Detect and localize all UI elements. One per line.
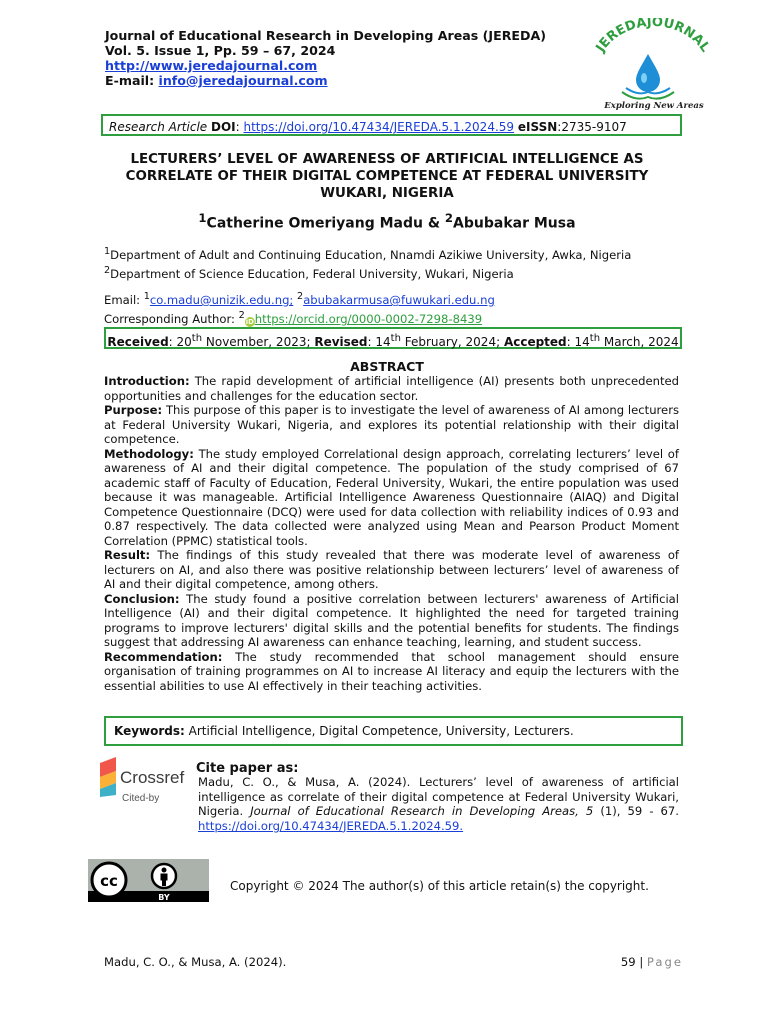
page-word: Page bbox=[646, 955, 683, 969]
contact-block: Email: $^1$co.madu@unizik.edu.ng; $^2$abubakarmusa@fuwukari.edu.ng Corresponding Author: $^2$iDhttps://orcid.org/0000-0002-7298-8439 bbox=[104, 291, 495, 326]
affiliation-1: $^1$Department of Adult and Continuing Education, Nnamdi Azikiwe University, Awka, Nigeria bbox=[104, 246, 632, 262]
dates-box: Received: 20th November, 2023; Revised: 14th February, 2024; Accepted: 14th March, 2024 bbox=[104, 327, 682, 349]
email-1-link[interactable]: co.madu@unizik.edu.ng; bbox=[149, 292, 294, 307]
cc-icon bbox=[92, 863, 126, 897]
crossref-logo[interactable] bbox=[98, 757, 186, 809]
paper-title: LECTURERS’ LEVEL OF AWARENESS OF ARTIFICIAL INTELLIGENCE AS CORRELATE OF THEIR DIGITAL COMPETENCE AT FEDERAL UNIVERSITY WUKARI, NIGERIA bbox=[125, 152, 649, 201]
eissn-value: :2735-9107 bbox=[557, 120, 627, 134]
doi-box: Research Article DOI: https://doi.org/10.47434/JEREDA.5.1.2024.59 eISSN:2735-9107 bbox=[101, 114, 682, 136]
cc-badge-label: BY bbox=[158, 893, 170, 902]
journal-website-link[interactable]: http://www.jeredajournal.com bbox=[105, 58, 318, 73]
page-number: 59 bbox=[620, 955, 636, 969]
abstract-introduction: Introduction: The rapid development of artificial intelligence (AI) presents both unprecedented opportunities and challenges for the education sector. bbox=[104, 374, 679, 403]
logo-arc-text: JEREDAJOURNAL bbox=[593, 18, 713, 56]
abstract-conclusion: Conclusion: The study found a positive correlation between lecturers' awareness of Artificial Intelligence (AI) and their digital competence. It highlighted the need for targeted training programs to improve lecturers' digital skills and the potential benefits for students. The findings suggest that addressing AI awareness can enhance teaching, learning, and student success. bbox=[104, 591, 679, 649]
journal-email-link[interactable]: info@jeredajournal.com bbox=[158, 73, 328, 88]
citation-doi-link[interactable]: https://doi.org/10.47434/JEREDA.5.1.2024.59. bbox=[198, 818, 464, 833]
affiliation-2: $^2$Department of Science Education, Federal University, Wukari, Nigeria bbox=[104, 264, 514, 281]
crossref-sub: Cited-by bbox=[122, 793, 160, 804]
author-2: Abubakar Musa bbox=[453, 215, 576, 232]
abstract-heading: ABSTRACT bbox=[350, 359, 424, 374]
abstract-body bbox=[104, 374, 679, 693]
cc-by-license-badge[interactable] bbox=[88, 859, 209, 902]
doi-link[interactable]: https://doi.org/10.47434/JEREDA.5.1.2024.59 bbox=[243, 120, 515, 134]
abstract-methodology: Methodology: The study employed Correlational design approach, correlating lecturers’ level of awareness of AI and their digital competence. The population of the study comprised of 67 academic staff of Faculty of Education, Federal University, Wukari, the entire population was used because it was manageable. Artificial Intelligence Awareness Questionnaire (AIAQ) and Digital Competence Questionnaire (DCQ) were used for data collection with reliability indices of 0.93 and 0.87 respectively. The data collected were analyzed using Mean and Pearson Product Moment Correlation (PPMC) statistical tools. bbox=[104, 446, 679, 548]
eissn-label: eISSN bbox=[517, 120, 558, 134]
abstract-recommendation: Recommendation: The study recommended that school management should ensure organisation of training programmes on AI to increase AI literacy and equip the lecturers with the essential abilities to use AI effectively in their teaching activities. bbox=[104, 649, 679, 693]
journal-name: Journal of Educational Research in Developing Areas (JEREDA) bbox=[105, 28, 546, 43]
svg-text:cc: cc bbox=[100, 872, 118, 890]
journal-header bbox=[105, 28, 546, 88]
orcid-link[interactable]: https://orcid.org/0000-0002-7298-8439 bbox=[254, 311, 483, 326]
orcid-icon: iD bbox=[245, 317, 254, 326]
footer-citation: Madu, C. O., & Musa, A. (2024). bbox=[104, 955, 287, 969]
citation-text: Madu, C. O., & Musa, A. (2024). Lecturers’ level of awareness of artificial intelligence as correlate of their digital competence at Federal University Wukari, Nigeria. Journal of Educational Research in Developing Areas, 5 (1), 59 - 67. https://doi.org/10.47434/JEREDA.5.1.2024.59. bbox=[198, 775, 679, 833]
cite-heading: Cite paper as: bbox=[196, 761, 299, 776]
crossref-icon bbox=[100, 757, 116, 797]
copyright-notice: Copyright © 2024 The author(s) of this article retain(s) the copyright. bbox=[230, 879, 649, 893]
footer-page: 59 | Page bbox=[620, 955, 683, 969]
logo-tagline: Exploring New Areas bbox=[604, 101, 704, 110]
authors: $^1$Catherine Omeriyang Madu & $^2$Abubakar Musa bbox=[198, 211, 576, 232]
journal-volume: Vol. 5. Issue 1, Pp. 59 – 67, 2024 bbox=[105, 43, 336, 58]
abstract-purpose: Purpose: This purpose of this paper is to investigate the level of awareness of AI among lecturers at Federal University Wukari, Nigeria, and explores its potential relationship with their digital competence. bbox=[104, 403, 679, 446]
email-label: E-mail: bbox=[105, 73, 159, 88]
svg-text:JEREDAJOURNAL bbox=[593, 18, 713, 56]
keywords-text: Artificial Intelligence, Digital Competence, University, Lecturers. bbox=[184, 724, 574, 738]
email-2-link[interactable]: abubakarmusa@fuwukari.edu.ng bbox=[303, 292, 495, 307]
keywords-box bbox=[104, 716, 683, 746]
article-type: Research Article bbox=[109, 120, 208, 134]
abstract-result: Result: The findings of this study revealed that there was moderate level of awareness of lecturers on AI, and also there was positive relationship between lecturers’ level of awareness of AI and their digital competence, among others. bbox=[104, 548, 679, 591]
doi-label: DOI bbox=[210, 120, 236, 134]
water-drop-icon bbox=[622, 54, 674, 99]
author-1: Catherine Omeriyang Madu bbox=[206, 215, 423, 232]
crossref-name: Crossref bbox=[120, 768, 185, 787]
affiliations bbox=[104, 244, 631, 282]
attribution-person-icon bbox=[152, 864, 176, 888]
keywords-label: Keywords: bbox=[114, 724, 185, 738]
journal-logo bbox=[578, 18, 728, 110]
